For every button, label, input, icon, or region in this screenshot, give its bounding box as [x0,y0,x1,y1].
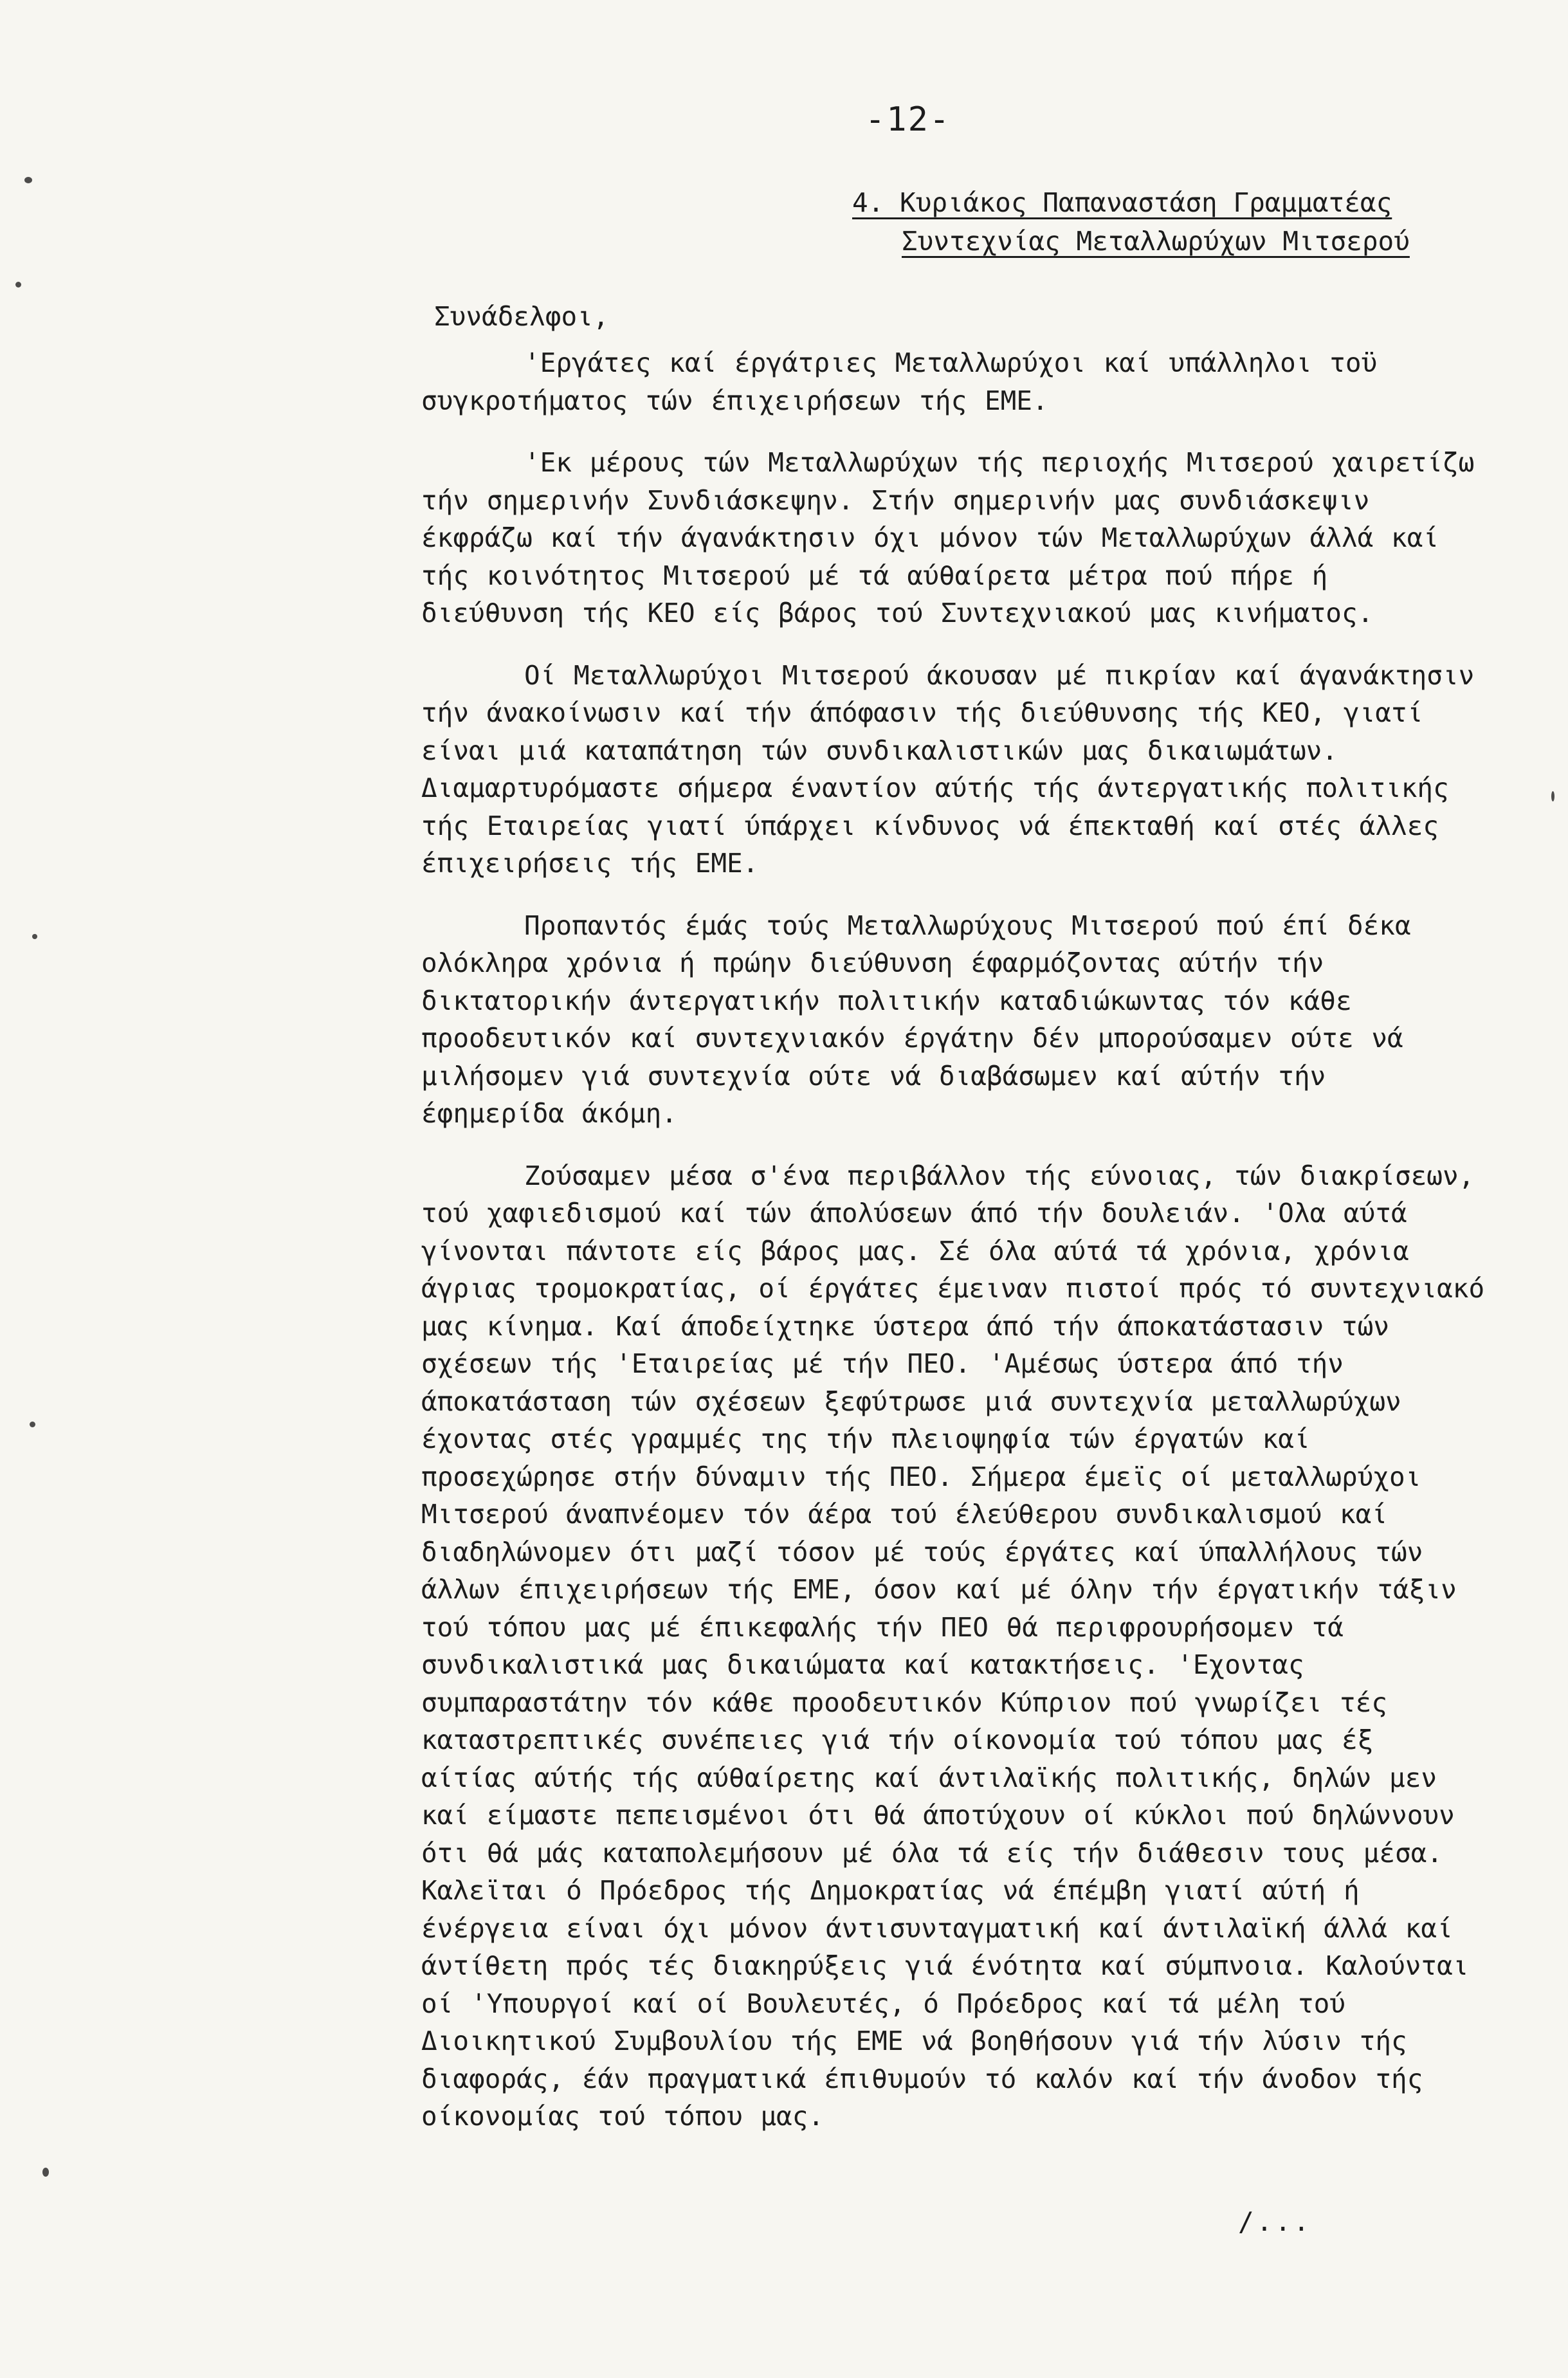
paragraph: 'Εκ μέρους τών Μεταλλωρύχων τής περιοχής Μιτσερού χαιρετίζω τήν σημερινήν Συνδιάσκεψην. Στήν σημερινήν μας συνδιάσκεψιν έκφράζω καί τήν άγανάκτησιν όχι μόνον τών Μεταλλωρύχων άλλά καί τής κοινότητος Μιτσερού μέ τά αύθαίρετα μέτρα πού πήρε ή διεύθυνση τής ΚΕΟ είς βάρος τού Συντεχνιακού μας κινήματος. [421,447,1475,628]
scan-speck [1551,791,1554,801]
paragraph: Ζούσαμεν μέσα σ'ένα περιβάλλον τής εύνοιας, τών διακρίσεων, τού χαφιεδισμού καί τών άπολύσεων άπό τήν δουλειάν. 'Ολα αύτά γίνονται πάντοτε είς βάρος μας. Σέ όλα αύτά τά χρόνια, χρόνια άγριας τρομοκρατίας, οί έργάτες έμειναν πιστοί πρός τό συντεχνιακό μας κίνημα. Καί άποδείχτηκε ύστερα άπό τήν άποκατάστασιν τών σχέσεων τής 'Εταιρείας μέ τήν ΠΕΟ. 'Αμέσως ύστερα άπό τήν άποκατάσταση τών σχέσεων ξεφύτρωσε μιά συντεχνία μεταλλωρύχων έχοντας στές γραμμές της τήν πλειοψηφία τών έργατών καί προσεχώρησε στήν δύναμιν τής ΠΕΟ. Σήμερα έμεϊς οί μεταλλωρύχοι Μιτσερού άναπνέομεν τόν άέρα τού έλεύθερου συνδικαλισμού καί διαδηλώνομεν ότι μαζί τόσον μέ τούς έργάτες καί ύπαλλήλους τών άλλων έπιχειρήσεων τής ΕΜΕ, όσον καί μέ όλην τήν έργατικήν τάξιν τού τόπου μας μέ έπικεφαλής τήν ΠΕΟ θά περιφρουρήσομεν τά συνδικαλιστικά μας δικαιώματα καί κατακτήσεις. 'Εχοντας συμπαραστάτην τόν κάθε προοδευτικόν Κύπριον πού γνωρίζει τές καταστρεπτικές συνέπειες γιά τήν οίκονομία τού τόπου μας έξ αίτίας αύτής τής αύθαίρετης καί άντιλαϊκής πολιτικής, δηλών μεν καί είμαστε πεπεισμένοι ότι θά άποτύχουν οί κύκλοι πού δηλώννουν ότι θά μάς καταπολεμήσουν μέ όλα τά είς τήν διάθεσιν τους μέσα. Καλεϊται ό Πρόεδρος τής Δημοκρατίας νά έπέμβη γιατί αύτή ή ένέργεια είναι όχι μόνον άντισυνταγματική καί άντιλαϊκή άλλά καί άντίθετη πρός τές διακηρύξεις γιά ένότητα καί σύμπνοια. Καλούνται οί 'Υπουργοί καί οί Βουλευτές, ό Πρόεδρος καί τά μέλη τού Διοικητικού Συμβουλίου τής ΕΜΕ νά βοηθήσουν γιά τήν λύσιν τής διαφοράς, έάν πραγματικά έπιθυμούν τό καλόν καί τήν άνοδον τής οίκονομίας τού τόπου μας. [421,1160,1485,2132]
page-number: -12- [865,100,951,139]
scan-speck [30,1422,35,1427]
heading-line-1: 4. Κυριάκος Παπαναστάση Γραμματέας [852,187,1392,218]
paragraph: Οί Μεταλλωρύχοι Μιτσερού άκουσαν μέ πικρίαν καί άγανάκτησιν τήν άνακοίνωσιν καί τήν άπόφασιν τής διεύθυνσης τής ΚΕΟ, γιατί είναι μιά καταπάτηση τών συνδικαλιστικών μας δικαιωμάτων. Διαμαρτυρόμαστε σήμερα έναντίον αύτής τής άντεργατικής πολιτικής τής Εταιρείας γιατί ύπάρχει κίνδυνος νά έπεκταθή καί στές άλλες έπιχειρήσεις τής ΕΜΕ. [421,659,1475,879]
scan-speck [32,934,37,939]
scan-speck [24,177,32,183]
speaker-heading [852,183,1499,261]
salutation: Συνάδελφοι, [434,301,609,332]
paragraph: 'Εργάτες καί έργάτριες Μεταλλωρύχοι καί υπάλληλοι τοϋ συγκροτήματος τών έπιχειρήσεων τής ΕΜΕ. [421,347,1378,416]
speech-body [421,344,1486,2160]
heading-line-2: Συντεχνίας Μεταλλωρύχων Μιτσερού [902,226,1410,257]
scan-speck [42,2168,49,2177]
paragraph: Προπαντός έμάς τούς Μεταλλωρύχους Μιτσερού πού έπί δέκα ολόκληρα χρόνια ή πρώην διεύθυνση έφαρμόζοντας αύτήν τήν δικτατορικήν άντεργατικήν πολιτικήν καταδιώκωντας τόν κάθε προοδευτικόν καί συντεχνιακόν έργάτην δέν μπορούσαμεν ούτε νά μιλήσομεν γιά συντεχνία ούτε νά διαβάσωμεν καί αύτήν τήν έφημερίδα άκόμη. [421,910,1411,1129]
scan-speck [15,282,21,288]
continuation-mark: /... [1238,2206,1312,2237]
